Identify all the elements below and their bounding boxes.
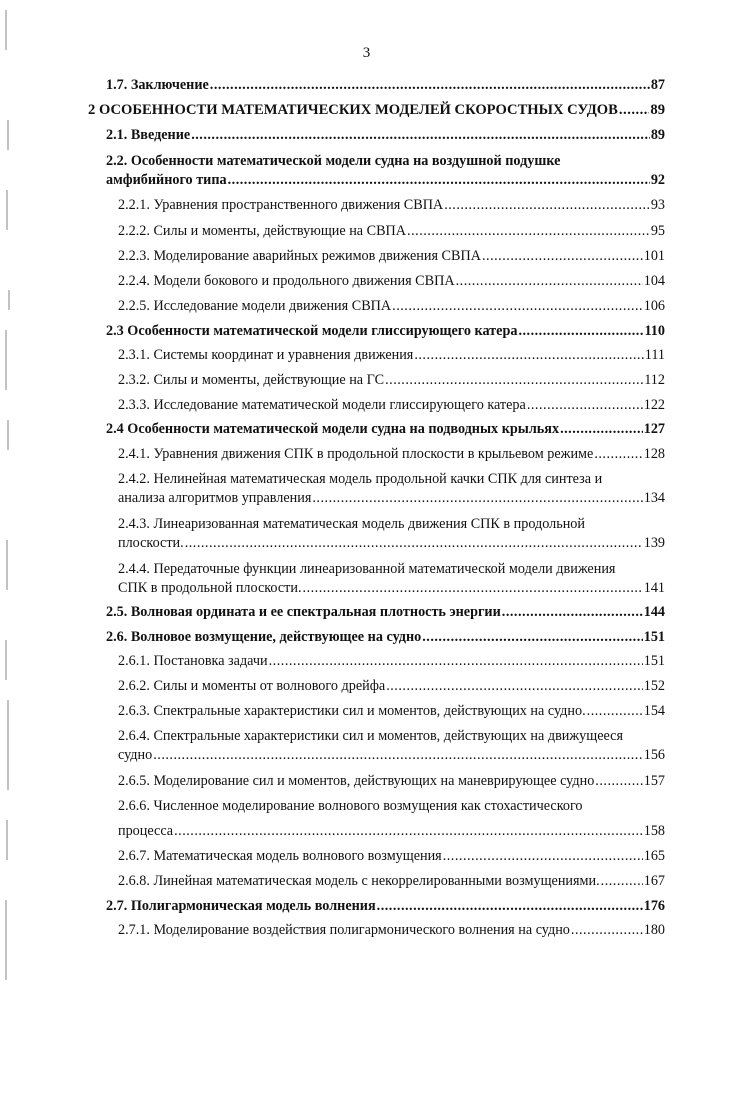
toc-entry-page: 110 <box>644 323 665 339</box>
toc-entry-title: 2.2.4. Модели бокового и продольного движения СВПА <box>118 273 455 289</box>
dot-leader <box>392 297 643 316</box>
dot-leader <box>269 652 643 671</box>
toc-entry-title-line1: 2.6.6. Численное моделирование волнового возмущения как стохастического <box>118 798 583 814</box>
dot-leader <box>595 772 642 791</box>
dot-leader <box>482 247 643 266</box>
toc-entry-title: процесса <box>118 823 174 839</box>
dot-leader <box>527 396 643 415</box>
toc-entry-2-7-1[interactable] <box>118 921 665 940</box>
dot-leader <box>210 76 650 95</box>
toc-entry-1-7[interactable] <box>106 76 665 95</box>
toc-entry-2-2-2[interactable] <box>118 222 665 241</box>
toc-entry-2-4-3[interactable] <box>118 515 665 553</box>
toc-entry-2-2-5[interactable] <box>118 297 665 316</box>
toc-entry-2-6-7[interactable] <box>118 847 665 866</box>
toc-entry-page: 156 <box>643 747 665 763</box>
dot-leader <box>153 746 643 765</box>
toc-entry-title: 2.2.3. Моделирование аварийных режимов движения СВПА <box>118 248 481 264</box>
toc-entry-title: амфибийного типа <box>106 172 227 188</box>
dot-leader <box>386 677 643 696</box>
toc-entry-title: 2 ОСОБЕННОСТИ МАТЕМАТИЧЕСКИХ МОДЕЛЕЙ СКОРОСТНЫХ СУДОВ <box>88 102 618 118</box>
toc-entry-page: 101 <box>643 248 665 264</box>
toc-entry-title: 1.7. Заключение <box>106 77 209 93</box>
toc-entry-page: 176 <box>643 898 665 914</box>
toc-entry-page: 151 <box>643 653 665 669</box>
toc-entry-page: 89 <box>650 127 665 143</box>
toc-entry-title: 2.6.1. Постановка задачи <box>118 653 268 669</box>
toc-entry-page: 111 <box>644 347 665 363</box>
toc-entry-title: 2.6.3. Спектральные характеристики сил и моментов, действующих на судно. <box>118 703 586 719</box>
toc-entry-page: 95 <box>650 223 665 239</box>
dot-leader <box>407 222 650 241</box>
dot-leader <box>385 371 643 390</box>
toc-entry-title: 2.6.2. Силы и моменты от волнового дрейфа <box>118 678 386 694</box>
toc-entry-title: 2.4.1. Уравнения движения СПК в продольной плоскости в крыльевом режиме <box>118 446 594 462</box>
toc-entry-title: 2.2.2. Силы и моменты, действующие на СВПА <box>118 223 407 239</box>
toc-entry-title: плоскости. <box>118 535 184 551</box>
dot-leader <box>312 489 642 508</box>
toc-entry-2-6[interactable] <box>106 628 665 647</box>
toc-entry-page: 134 <box>643 490 665 506</box>
toc-entry-2-6-4[interactable] <box>118 727 665 765</box>
dot-leader <box>191 126 650 145</box>
dot-leader <box>619 101 650 120</box>
toc-entry-page: 89 <box>650 102 665 118</box>
toc-entry-page: 127 <box>643 421 665 437</box>
toc-entry-title: 2.6.7. Математическая модель волнового возмущения <box>118 848 442 864</box>
toc-entry-page: 154 <box>643 703 665 719</box>
toc-entry-2-6-2[interactable] <box>118 677 665 696</box>
toc-entry-page: 151 <box>643 629 665 645</box>
toc-entry-2-4-2[interactable] <box>118 470 665 508</box>
dot-leader <box>502 603 643 622</box>
toc-entry-2-4[interactable] <box>106 420 665 439</box>
toc-entry-title-line1: 2.2. Особенности математической модели судна на воздушной подушке <box>106 153 561 169</box>
toc-entry-page: 104 <box>643 273 665 289</box>
toc-entry-2-1[interactable] <box>106 126 665 145</box>
toc-entry-title: 2.6.8. Линейная математическая модель с некоррелированными возмущениями. <box>118 873 600 889</box>
toc-entry-2-2[interactable] <box>106 152 665 190</box>
toc-entry-title: 2.5. Волновая ордината и ее спектральная плотность энергии <box>106 604 501 620</box>
toc-entry-title: 2.6.5. Моделирование сил и моментов, действующих на маневрирующее судно <box>118 773 595 789</box>
toc-entry-title: 2.6. Волновое возмущение, действующее на судно <box>106 629 422 645</box>
toc-entry-title: 2.3.3. Исследование математической модели глиссирующего катера <box>118 397 526 413</box>
dot-leader <box>601 872 643 891</box>
toc-entry-page: 180 <box>643 922 665 938</box>
toc-entry-title: 2.3.2. Силы и моменты, действующие на ГС <box>118 372 385 388</box>
toc-entry-title: 2.1. Введение <box>106 127 191 143</box>
toc-entry-2-3-2[interactable] <box>118 371 665 390</box>
toc-entry-2-3[interactable] <box>106 322 665 341</box>
toc-entry-page: 87 <box>650 77 665 93</box>
dot-leader <box>456 272 643 291</box>
toc-entry-title: 2.2.1. Уравнения пространственного движения СВПА <box>118 197 444 213</box>
toc-entry-2-2-4[interactable] <box>118 272 665 291</box>
toc-entry-title: судно <box>118 747 153 763</box>
toc-entry-page: 152 <box>643 678 665 694</box>
dot-leader <box>377 897 643 916</box>
toc-entry-chapter-2[interactable] <box>88 101 665 120</box>
toc-entry-title: 2.2.5. Исследование модели движения СВПА <box>118 298 392 314</box>
toc-entry-2-6-3[interactable] <box>118 702 665 721</box>
dot-leader <box>443 847 643 866</box>
toc-entry-page: 112 <box>644 372 665 388</box>
dot-leader <box>185 534 643 553</box>
toc-entry-page: 106 <box>643 298 665 314</box>
toc-entry-title-line1: 2.4.2. Нелинейная математическая модель продольной качки СПК для синтеза и <box>118 471 603 487</box>
toc-entry-title: СПК в продольной плоскости. <box>118 580 302 596</box>
toc-entry-2-2-3[interactable] <box>118 247 665 266</box>
toc-entry-title: 2.3 Особенности математической модели глиссирующего катера <box>106 323 518 339</box>
toc-entry-title: 2.7.1. Моделирование воздействия полигармонического волнения на судно <box>118 922 570 938</box>
dot-leader <box>174 822 643 841</box>
toc-entry-page: 157 <box>643 773 665 789</box>
toc-entry-page: 158 <box>643 823 665 839</box>
toc-entry-title: 2.3.1. Системы координат и уравнения движения <box>118 347 414 363</box>
toc-entry-page: 167 <box>643 873 665 889</box>
toc-entry-page: 144 <box>643 604 665 620</box>
dot-leader <box>571 921 643 940</box>
dot-leader <box>444 196 650 215</box>
toc-entry-2-6-6[interactable] <box>118 797 665 841</box>
toc-entry-page: 165 <box>643 848 665 864</box>
toc-entry-page: 92 <box>650 172 665 188</box>
toc-entry-page: 141 <box>643 580 665 596</box>
dot-leader <box>560 420 643 439</box>
toc-entry-2-3-3[interactable] <box>118 396 665 415</box>
dot-leader <box>422 628 642 647</box>
toc-entry-page: 122 <box>643 397 665 413</box>
toc-entry-2-6-8[interactable] <box>118 872 665 891</box>
toc-entry-page: 128 <box>643 446 665 462</box>
toc-entry-title: анализа алгоритмов управления <box>118 490 312 506</box>
toc-entry-2-5[interactable] <box>106 603 665 622</box>
toc-entry-page: 139 <box>643 535 665 551</box>
toc-entry-2-2-1[interactable] <box>118 196 665 215</box>
dot-leader <box>594 445 642 464</box>
dot-leader <box>228 171 650 190</box>
toc-entry-2-6-5[interactable] <box>118 772 665 791</box>
dot-leader <box>414 346 643 365</box>
toc-entry-title: 2.7. Полигармоническая модель волнения <box>106 898 376 914</box>
toc-entry-title-line1: 2.4.4. Передаточные функции линеаризованной математической модели движения <box>118 561 616 577</box>
dot-leader <box>303 579 643 598</box>
toc-entry-title-line1: 2.4.3. Линеаризованная математическая модель движения СПК в продольной <box>118 516 585 532</box>
page-number: 3 <box>362 45 371 61</box>
toc-entry-title-line1: 2.6.4. Спектральные характеристики сил и моментов, действующих на движущееся <box>118 728 623 744</box>
toc-entry-page: 93 <box>650 197 665 213</box>
toc-entry-2-6-1[interactable] <box>118 652 665 671</box>
toc-entry-2-4-1[interactable] <box>118 445 665 464</box>
table-of-contents <box>0 70 733 970</box>
toc-entry-2-7[interactable] <box>106 897 665 916</box>
dot-leader <box>518 322 643 341</box>
toc-entry-2-3-1[interactable] <box>118 346 665 365</box>
dot-leader <box>587 702 643 721</box>
toc-entry-title: 2.4 Особенности математической модели судна на подводных крыльях <box>106 421 560 437</box>
toc-entry-2-4-4[interactable] <box>118 560 665 598</box>
